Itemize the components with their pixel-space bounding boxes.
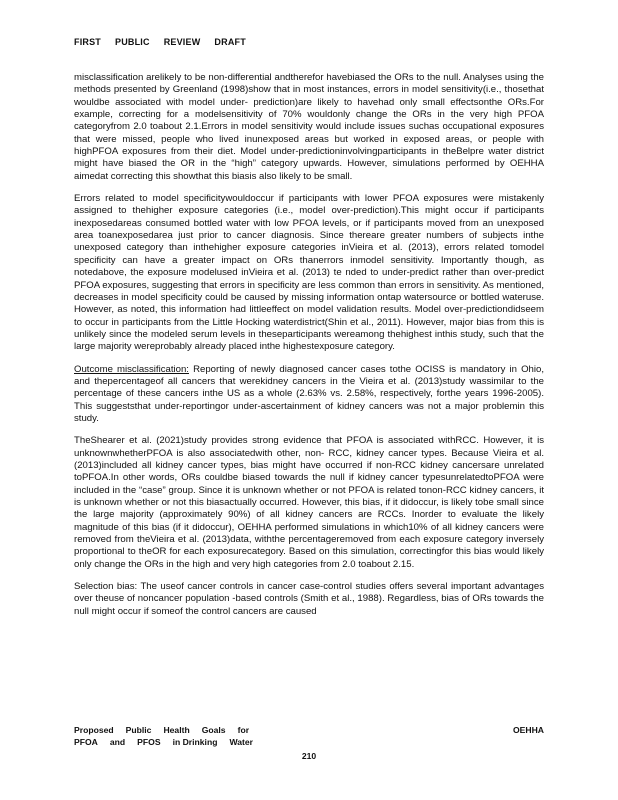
footer-agency: OEHHA [512, 725, 544, 735]
paragraph-text: Errors related to model specificitywouldoccur if participants with lower PFOA exposures were mistakenly assigned to thehigher exposure categories (i.e., model over-prediction).This might occur if participants inexposedareas consumed bottled water with low PFOA levels, or if participants moved from an unexposed area toanexposedarea just prior to cancer diagnosis. Since thereare greater numbers of subjects inthe unexposed category than inthehigher exposure categories inVieira et al. (2013), errors related tomodel specificity can have a greater impact on ORs thanerrors inmodel sensitivity. Importantly though, as notedabove, the exposure modelused inVieira et al. (2013) te nded to under-predict rather than over-predict PFOA exposures, suggesting that errors in specificity are less common than errors in sensitivity. As mentioned, decreases in model specificity could be caused by missing information ontap watersource or bottled wateruse. However, as noted, this information had littleeffect on model validation results. Model over-predictiondidseem to occur in participants from the Little Hocking waterdistrict(Shin et al., 2011). However, major bias from this is unlikely since the modeled serum levels in theseparticipants wereamong thehighest inthis study, such that the large majority wereprobably already placed inthe highestexposure category. [74, 193, 544, 353]
footer-title-line-1 [74, 724, 249, 736]
paragraph-text: TheShearer et al. (2021)study provides strong evidence that PFOA is associated withRCC. However, it is unknownwhetherPFOA is also associatedwith other, non- RCC, kidney cancer types. Because Vieira et al. (2013)included all kidney cancer types, bias might have occurred if non-RCC kidney cancersare unrelated toPFOA.In other words, ORs couldbe biased towards the null if kidney cancer typesunrelatedtoPFOA were included in the “case” group. Since it is unknown whether or not PFOA is related tonon-RCC kidney cancers, it is unknown whether or not this biasactually occurred. However, this bias, if it didoccur, is likely tobe small since the large majority (approximately 90%) of all kidney cancers are RCCs. Inorder to evaluate the likely magnitude of this bias (if it didoccur), OEHHA performed simulations in which10% of all kidney cancers were removed from theVieira et al. (2013)data, withthe percentageremoved from each exposure category inversely proportional to theOR for each exposurecategory. Based on this simulation, correctingfor this bias would likely only change the ORs in the high and very high categories from 2.0 toabout 2.15. [74, 435, 544, 570]
paragraph-shearer [74, 435, 544, 571]
body-text [74, 72, 544, 628]
header-word: FIRST [74, 37, 101, 47]
paragraph-outcome-misclassification [74, 364, 544, 426]
footer-word: in Drinking [172, 737, 218, 747]
paragraph-specificity [74, 193, 544, 353]
paragraph-selection-bias [74, 581, 544, 618]
footer-word: PFOA [74, 737, 98, 747]
footer-word: Goals [201, 725, 226, 735]
paragraph-misclassification [74, 72, 544, 183]
paragraph-text: Selection bias: The useof cancer controls in cancer case-control studies offers several important advantages over theuse of noncancer population -based controls (Smith et al., 1988). Regardless, bias of ORs towards the null might occur if someof the control cancers are caused [74, 581, 544, 617]
footer-title-line-2 [74, 736, 253, 748]
header-word: REVIEW [163, 37, 201, 47]
paragraph-text: Reporting of newly diagnosed cancer cases tothe OCISS is mandatory in Ohio, and thepercentageof all cancers that werekidney cancers in the Vieira et al. (2013)study wassimilar to the percentage of these cancers inthe US as a whole (2.63% vs. 2.58%, respectively, forthe years 1996-2005). This suggeststhat under-reportingor under-ascertainment of kidney cancers was not a major problemin this study. [74, 363, 544, 424]
draft-header [74, 37, 246, 47]
footer-word: Proposed [74, 725, 114, 735]
page-number: 210 [301, 751, 317, 761]
header-word: DRAFT [214, 37, 246, 47]
footer-word: Water [229, 737, 254, 747]
footer-word: PFOS [137, 737, 161, 747]
footer-word: and [109, 737, 126, 747]
paragraph-lead: Outcome misclassification: [74, 363, 189, 375]
page-footer [74, 724, 544, 748]
footer-word: Public [125, 725, 152, 735]
footer-word: Health [163, 725, 190, 735]
footer-word: for [237, 725, 250, 735]
header-word: PUBLIC [115, 37, 150, 47]
paragraph-text: misclassification arelikely to be non-differential andtherefor havebiased the ORs to the null. Analyses using the methods presented by Greenland (1998)show that in most instances, errors in model sensitivity(i.e., thosethat wouldbe associated with model under- prediction)are likely to havehad only small effectsonthe ORs.For example, correcting for a modelsensitivity of 70% wouldonly change the ORs in the very high PFOA categoryfrom 2.0 toabout 2.1.Errors in model sensitivity would include issues suchas occupational exposures that were missed, people who lived inunexposed areas but worked in exposed areas, or people with highPFOA exposures from their diet. Model under-predictioninvolvingparticipants in theBelpre water district might have biased the OR in the “high” category upwards. However, simulations performed by OEHHA aimedat correcting this showthat this biasis also likely to be small. [74, 72, 544, 182]
